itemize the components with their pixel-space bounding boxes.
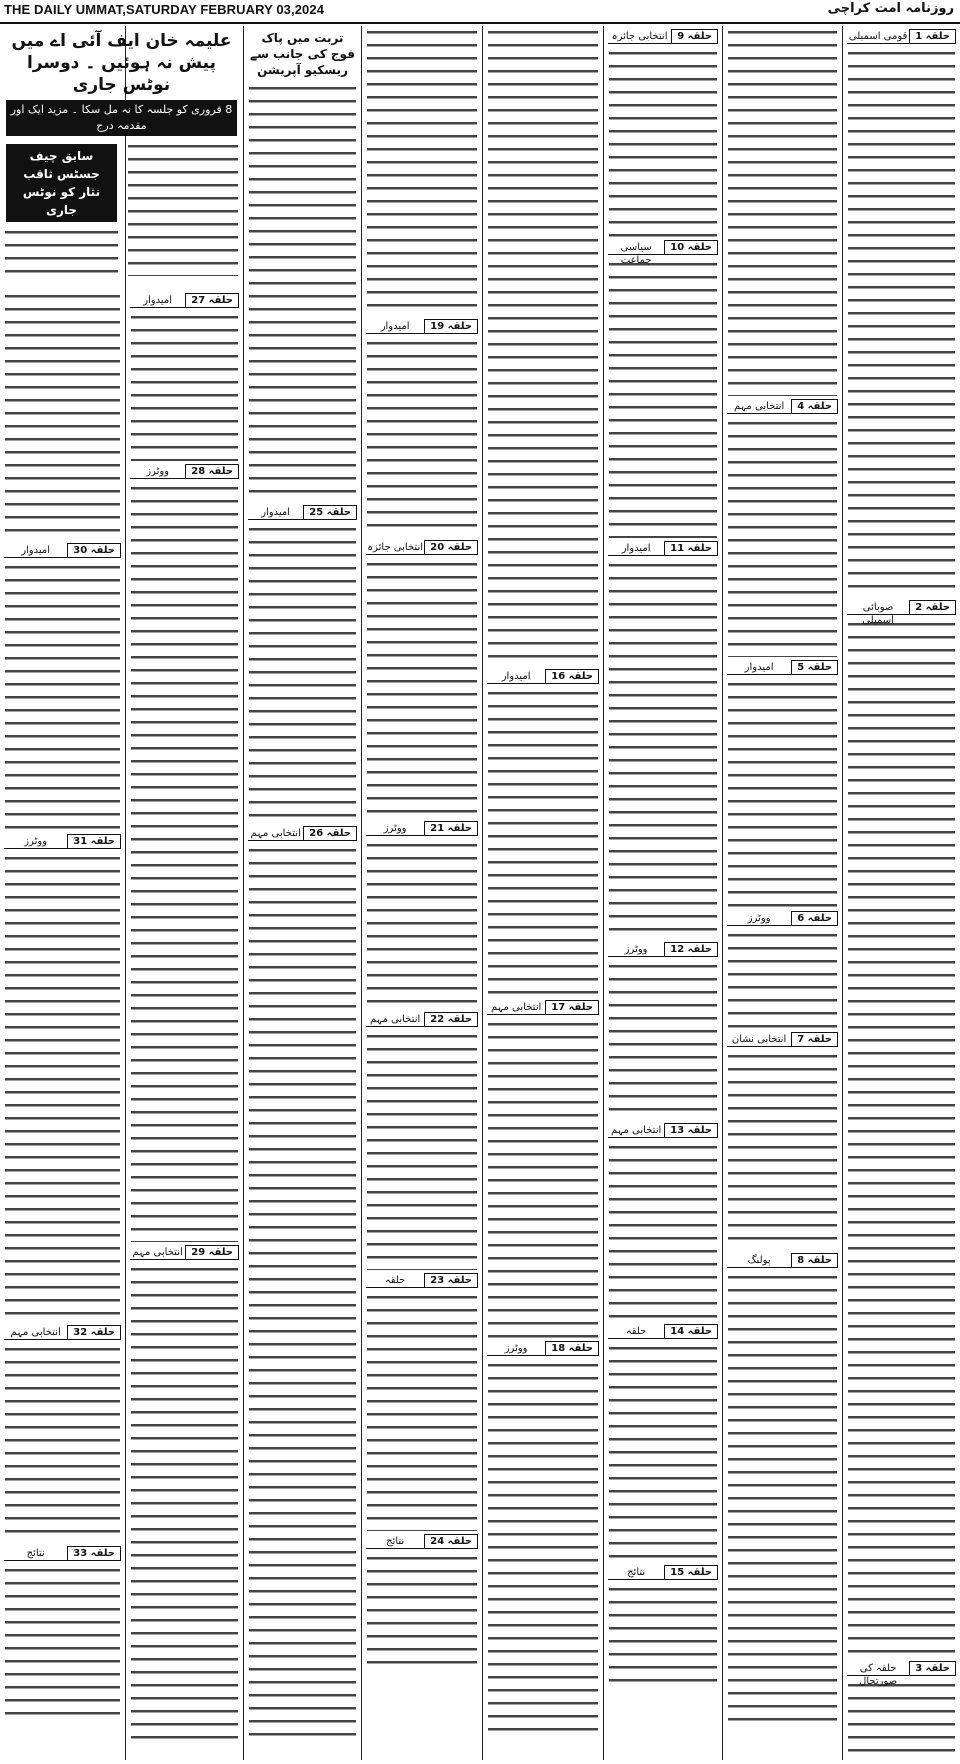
section-title: سیاسی جماعت	[608, 241, 664, 255]
section-title: ووٹرز	[130, 465, 185, 479]
article-body	[609, 258, 717, 538]
section-title: انتخابی مہم	[366, 1013, 424, 1027]
section-number: حلقہ 15	[664, 1565, 718, 1580]
article-body	[728, 26, 837, 396]
section-header	[847, 29, 956, 44]
article-body	[5, 852, 120, 1322]
article-body	[5, 290, 120, 540]
section-number: حلقہ 3	[909, 1661, 956, 1676]
section-header	[727, 1253, 838, 1268]
article-body	[728, 678, 837, 908]
column-1	[843, 26, 960, 1760]
article-body	[728, 417, 837, 657]
section-header	[248, 826, 357, 841]
section-title: نتائج	[4, 1547, 67, 1561]
section-header	[366, 1273, 478, 1288]
top-story-bar: 8 فروری کو جلسہ کا نہ مل سکا ۔ مزید ایک اور مقدمہ درج	[6, 100, 237, 136]
section-number: حلقہ 11	[664, 541, 718, 556]
article-body	[609, 559, 717, 939]
section-number: حلقہ 31	[67, 834, 121, 849]
section-title: انتخابی جائزہ	[367, 541, 424, 553]
section-number: حلقہ 16	[545, 669, 599, 684]
section-number: حلقہ 26	[303, 826, 357, 841]
article-body	[131, 311, 238, 461]
section-header	[487, 1341, 599, 1356]
section-title: پولنگ	[727, 1254, 791, 1268]
article-body	[131, 1263, 238, 1743]
section-header	[608, 541, 718, 556]
article-body	[488, 1359, 598, 1739]
section-header	[847, 1661, 956, 1687]
section-title: صوبائی اسمبلی	[847, 601, 909, 615]
article-body	[609, 1342, 717, 1562]
section-title: انتخابی مہم	[248, 827, 303, 841]
section-number: حلقہ 25	[303, 505, 357, 520]
section-number: حلقہ 21	[424, 821, 478, 836]
section-header	[4, 1546, 121, 1561]
section-title: امیدوار	[487, 670, 545, 684]
section-number: حلقہ 4	[791, 399, 838, 414]
article-body	[488, 1018, 598, 1338]
section-header	[487, 669, 599, 684]
section-header	[366, 1534, 478, 1549]
section-title: امیدوار	[727, 661, 791, 675]
article-body	[367, 337, 477, 537]
section-number: حلقہ 20	[424, 540, 478, 555]
section-title: ووٹرز	[727, 912, 791, 926]
article-body	[5, 1343, 120, 1543]
article-body	[488, 26, 598, 666]
section-title: ووٹرز	[487, 1342, 545, 1356]
article-body	[367, 558, 477, 818]
column-5	[362, 26, 482, 1760]
section-title: انتخابی مہم	[487, 1001, 545, 1015]
section-number: حلقہ 13	[664, 1123, 718, 1138]
article-body	[848, 1679, 955, 1759]
section-number: حلقہ 2	[909, 600, 956, 615]
section-number: حلقہ 24	[424, 1534, 478, 1549]
top-story	[0, 26, 243, 276]
section-number: حلقہ 22	[424, 1012, 478, 1027]
section-number: حلقہ 12	[664, 942, 718, 957]
section-title: حلقہ کی صورتحال	[847, 1662, 909, 1676]
article-body	[609, 1141, 717, 1321]
section-title: امیدوار	[608, 542, 664, 556]
article-body	[609, 47, 717, 237]
section-header	[130, 1245, 239, 1260]
section-title: انتخابی مہم	[727, 400, 791, 414]
article-body	[367, 1552, 477, 1672]
article-body	[5, 226, 118, 276]
article-body	[249, 844, 356, 1744]
section-number: حلقہ 8	[791, 1253, 838, 1268]
boxed-note	[6, 144, 117, 222]
section-header	[130, 464, 239, 479]
article-body	[128, 140, 238, 276]
article-body	[367, 26, 477, 316]
masthead-urdu: روزنامہ امت کراچی	[827, 1, 954, 16]
section-title: انتخابی نشان	[727, 1033, 791, 1047]
article-body	[367, 839, 477, 1009]
masthead	[0, 0, 960, 24]
section-number: حلقہ 17	[545, 1000, 599, 1015]
article-body	[728, 1271, 837, 1731]
story-headline: تربت میں پاک فوج کی جانب سے ریسکیو آپریشن	[250, 31, 355, 77]
section-title: حلقہ	[366, 1274, 424, 1288]
section-header	[366, 821, 478, 836]
section-title: امیدوار	[248, 506, 303, 520]
section-header	[727, 399, 838, 414]
column-2	[723, 26, 842, 1760]
article-body	[249, 82, 356, 502]
section-header	[487, 1000, 599, 1015]
section-header	[608, 1123, 718, 1138]
article-body	[728, 929, 837, 1029]
section-title: امیدوار	[4, 544, 67, 558]
column-4	[483, 26, 603, 1760]
column-3	[604, 26, 722, 1760]
section-header	[366, 540, 478, 555]
boxed-note-text: سابق چیف جسٹس ثاقب نثار کو نوٹس جاری	[7, 145, 116, 221]
section-number: حلقہ 10	[664, 240, 718, 255]
section-header	[608, 1565, 718, 1580]
section-header	[608, 240, 718, 266]
section-title: انتخابی جائزہ	[608, 30, 671, 44]
column-8	[0, 290, 125, 1760]
masthead-date: THE DAILY UMMAT,SATURDAY FEBRUARY 03,2024	[4, 2, 325, 17]
section-header	[608, 1324, 718, 1339]
section-header	[4, 834, 121, 849]
section-title: انتخابی مہم	[608, 1124, 664, 1138]
section-title: ووٹرز	[608, 943, 664, 957]
section-header	[727, 660, 838, 675]
section-number: حلقہ 14	[664, 1324, 718, 1339]
column-6	[244, 26, 361, 1760]
section-title: حلقہ	[608, 1325, 664, 1339]
section-header	[727, 1032, 838, 1047]
article-body	[131, 482, 238, 1242]
section-header	[248, 505, 357, 520]
section-number: حلقہ 1	[909, 29, 956, 44]
section-number: حلقہ 29	[185, 1245, 239, 1260]
section-number: حلقہ 19	[424, 319, 478, 334]
article-body	[848, 47, 955, 597]
article-body	[728, 1050, 837, 1250]
section-header	[727, 911, 838, 926]
section-title: انتخابی مہم	[4, 1326, 67, 1340]
section-number: حلقہ 9	[671, 29, 718, 44]
article-body	[609, 960, 717, 1120]
section-header	[130, 293, 239, 308]
article-body	[848, 618, 955, 1658]
section-number: حلقہ 6	[791, 911, 838, 926]
section-title: امیدوار	[366, 320, 424, 334]
section-number: حلقہ 32	[67, 1325, 121, 1340]
section-header	[366, 1012, 478, 1027]
article-body	[488, 687, 598, 997]
column-7	[126, 290, 243, 1760]
section-number: حلقہ 28	[185, 464, 239, 479]
section-header	[4, 543, 121, 558]
section-title: نتائج	[608, 1566, 664, 1580]
section-title: قومی اسمبلی	[848, 30, 908, 42]
section-number: حلقہ 7	[791, 1032, 838, 1047]
section-title: ووٹرز	[4, 835, 67, 849]
article-body	[367, 1030, 477, 1270]
section-header	[847, 600, 956, 626]
section-header	[608, 29, 718, 44]
section-number: حلقہ 33	[67, 1546, 121, 1561]
section-header	[366, 319, 478, 334]
section-title: امیدوار	[130, 294, 185, 308]
section-title: انتخابی مہم	[130, 1246, 185, 1260]
article-body	[367, 1291, 477, 1531]
section-number: حلقہ 5	[791, 660, 838, 675]
section-title: نتائج	[366, 1535, 424, 1549]
top-story-headline: علیمہ خان ایف آئی اے میں پیش نہ ہوئیں ۔ دوسرا نوٹس جاری	[11, 31, 232, 95]
section-header	[608, 942, 718, 957]
section-header	[4, 1325, 121, 1340]
article-body	[5, 561, 120, 831]
section-number: حلقہ 27	[185, 293, 239, 308]
article-body	[609, 1583, 717, 1683]
section-number: حلقہ 30	[67, 543, 121, 558]
section-number: حلقہ 18	[545, 1341, 599, 1356]
section-title: ووٹرز	[366, 822, 424, 836]
section-number: حلقہ 23	[424, 1273, 478, 1288]
article-body	[5, 1564, 120, 1724]
article-body	[249, 523, 356, 823]
